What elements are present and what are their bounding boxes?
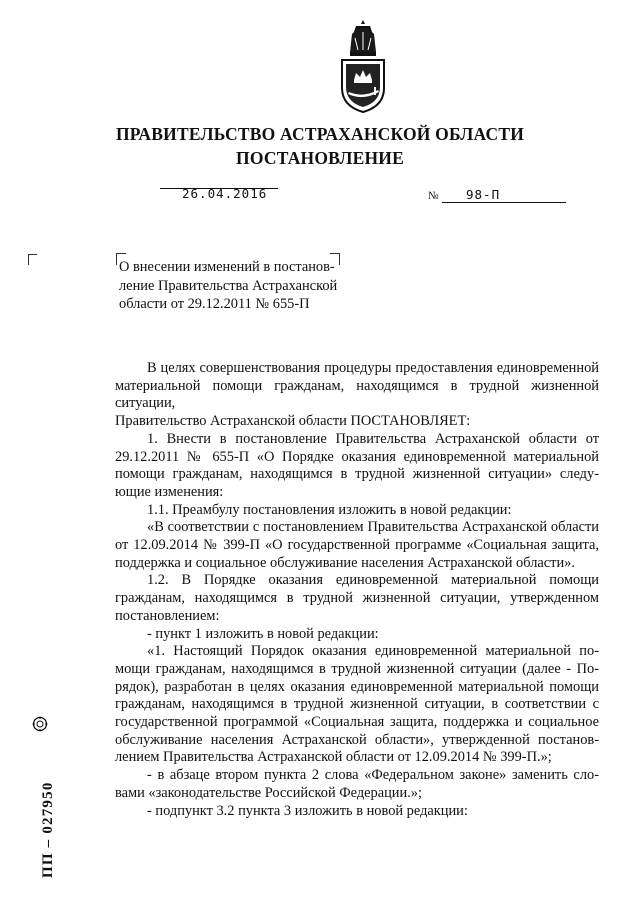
document-header	[0, 122, 640, 170]
paragraph-resolves: Правительство Астраханской области ПОСТАНОВЛЯЕТ:	[115, 413, 471, 430]
seal-icon	[32, 716, 48, 732]
document-subject	[119, 258, 347, 314]
organization-title: ПРАВИТЕЛЬСТВО АСТРАХАНСКОЙ ОБЛАСТИ	[115, 124, 525, 144]
margin-corner-mark	[28, 254, 37, 265]
paragraph-point-2: - в абзаце втором пункта 2 слова «Федеральном законе» заменить словами «законодательстве Российской Федерации.»;	[115, 767, 599, 801]
document-body	[115, 360, 599, 820]
paragraph-point-1: - пункт 1 изложить в новой редакции:	[147, 625, 379, 642]
paragraph-item-1: 1. Внести в постановление Правительства Астраханской области от 29.12.2011 № 655-П «О Порядке оказания единовременной материальной помощи гражданам, находящимся в трудной жизненной ситуации» следующие изменения:	[115, 430, 599, 500]
paragraph-item-1-1: 1.1. Преамбулу постановления изложить в новой редакции:	[147, 501, 512, 518]
paragraph-preamble: В целях совершенствования процедуры предоставления единовременной материальной помощи гражданам, находящимся в трудной жизненной ситуации,	[115, 360, 599, 412]
coat-of-arms-emblem	[336, 18, 390, 116]
paragraph-subpoint-3-2: - подпункт 3.2 пункта 3 изложить в новой редакции:	[147, 802, 468, 819]
serial-number: ПП – 027950	[40, 781, 56, 878]
subject-line: О внесении изменений в постанов-	[119, 259, 335, 275]
side-stamp	[24, 712, 64, 882]
paragraph-quote-preamble: «В соответствии с постановлением Правительства Астраханской области от 12.09.2014 № 399-П «О государственной программе «Социальная защита, поддержка и социальное обслуживание населения Астраханской области».	[115, 519, 599, 571]
number-underline	[442, 202, 566, 203]
subject-line: области от 29.12.2011 № 655-П	[119, 296, 310, 312]
paragraph-item-1-2: 1.2. В Порядке оказания единовременной материальной помощи гражданам, находящимся в трудной жизненной ситуации, утвержденном постановлением:	[115, 572, 599, 624]
document-type-title: ПОСТАНОВЛЕНИЕ	[236, 148, 404, 168]
document-number: 98-П	[466, 187, 501, 202]
paragraph-quote-point-1: «1. Настоящий Порядок оказания единовременной материальной помощи гражданам, находящимся в трудной жизненной ситуации (далее - Порядок), разработан в целях оказания единовременной материальной помощи гражданам, находящимся в трудной жизненной ситуации, в соответствии с государственной программой «Социальная защита, поддержка и социальное обслуживание населения Астраханской области», утвержденной постановлением Правительства Астраханской области от 12.09.2014 № 399-П.»;	[115, 643, 599, 766]
subject-line: ление Правительства Астраханской	[119, 277, 338, 294]
document-date: 26.04.2016	[182, 186, 268, 201]
number-sign: №	[428, 190, 439, 202]
